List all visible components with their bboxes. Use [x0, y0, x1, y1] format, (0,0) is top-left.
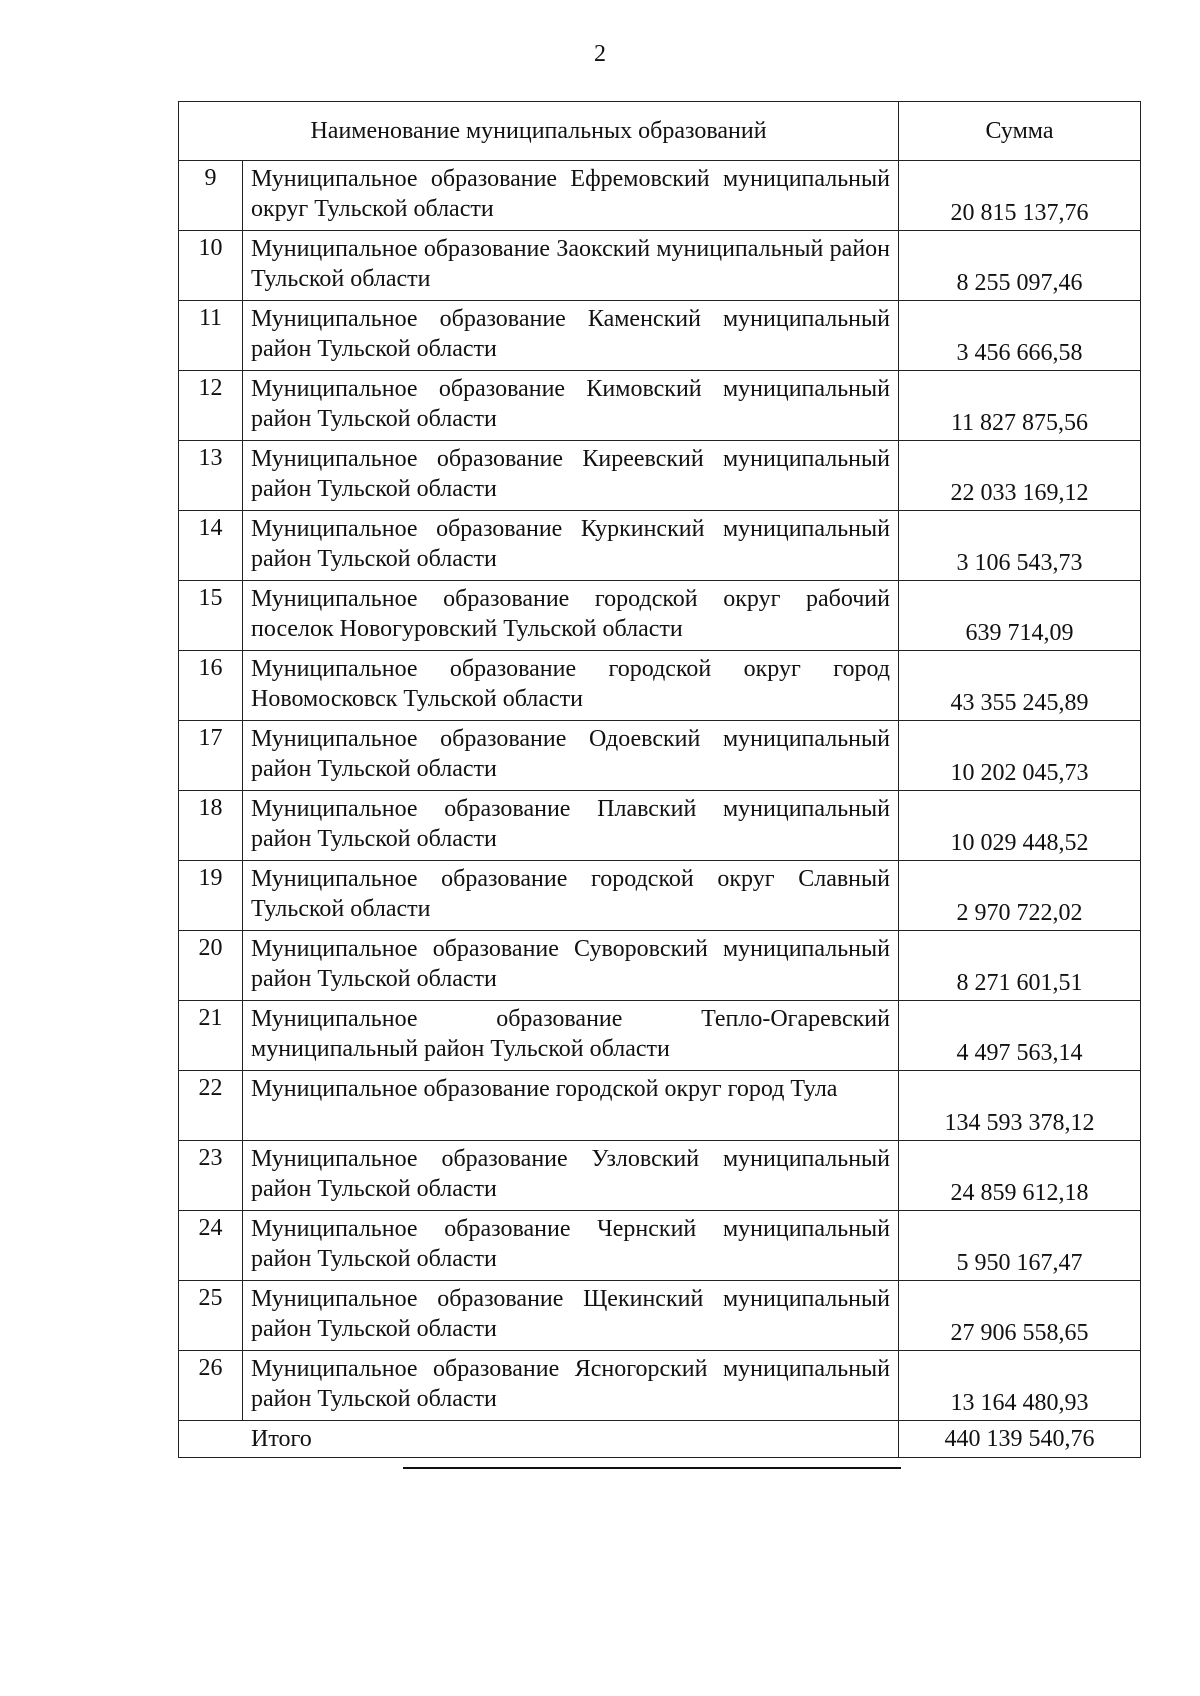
amount: 3 456 666,58: [899, 301, 1141, 371]
row-number: 22: [179, 1071, 243, 1141]
table-row: [179, 1141, 1141, 1211]
table-row: [179, 651, 1141, 721]
table-row: [179, 231, 1141, 301]
header-sum-cell: Сумма: [899, 102, 1141, 161]
municipality-name: Муниципальное образование Ефремовский муниципальный округ Тульской области: [243, 161, 899, 231]
header-name-cell: Наименование муниципальных образований: [179, 102, 899, 161]
amount: 3 106 543,73: [899, 511, 1141, 581]
municipality-name: Муниципальное образование Куркинский муниципальный район Тульской области: [243, 511, 899, 581]
municipality-name: Муниципальное образование Чернский муниципальный район Тульской области: [243, 1211, 899, 1281]
amount: 10 202 045,73: [899, 721, 1141, 791]
table-row: [179, 1281, 1141, 1351]
row-number: 15: [179, 581, 243, 651]
page-number: 2: [594, 41, 606, 67]
municipal-budget-table: [178, 101, 1141, 1458]
table-row: [179, 371, 1141, 441]
municipality-name: Муниципальное образование Каменский муниципальный район Тульской области: [243, 301, 899, 371]
bottom-divider-line: [403, 1467, 901, 1469]
row-number: 20: [179, 931, 243, 1001]
amount: 24 859 612,18: [899, 1141, 1141, 1211]
municipality-name: Муниципальное образование городской округ Славный Тульской области: [243, 861, 899, 931]
table-row: [179, 301, 1141, 371]
table-row: [179, 931, 1141, 1001]
municipality-name: Муниципальное образование Узловский муниципальный район Тульской области: [243, 1141, 899, 1211]
table-row: [179, 161, 1141, 231]
row-number: 24: [179, 1211, 243, 1281]
municipality-name: Муниципальное образование Заокский муниципальный район Тульской области: [243, 231, 899, 301]
row-number: 9: [179, 161, 243, 231]
table-row: [179, 791, 1141, 861]
row-number: 10: [179, 231, 243, 301]
table-row: [179, 1071, 1141, 1141]
total-label: Итого: [179, 1421, 899, 1458]
table-header-row: [179, 102, 1141, 161]
municipality-name: Муниципальное образование городской округ город Новомосковск Тульской области: [243, 651, 899, 721]
amount: 8 255 097,46: [899, 231, 1141, 301]
amount: 5 950 167,47: [899, 1211, 1141, 1281]
municipality-name: Муниципальное образование городской округ рабочий поселок Новогуровский Тульской области: [243, 581, 899, 651]
amount: 2 970 722,02: [899, 861, 1141, 931]
amount: 27 906 558,65: [899, 1281, 1141, 1351]
municipality-name: Муниципальное образование Ясногорский муниципальный район Тульской области: [243, 1351, 899, 1421]
row-number: 11: [179, 301, 243, 371]
municipality-name: Муниципальное образование Одоевский муниципальный район Тульской области: [243, 721, 899, 791]
table-row: [179, 861, 1141, 931]
row-number: 19: [179, 861, 243, 931]
row-number: 26: [179, 1351, 243, 1421]
municipality-name: Муниципальное образование Плавский муниципальный район Тульской области: [243, 791, 899, 861]
amount: 10 029 448,52: [899, 791, 1141, 861]
municipality-name: Муниципальное образование Киреевский муниципальный район Тульской области: [243, 441, 899, 511]
table-row: [179, 721, 1141, 791]
municipality-name: Муниципальное образование городской округ город Тула: [243, 1071, 899, 1141]
total-sum: 440 139 540,76: [899, 1421, 1141, 1458]
table-row: [179, 511, 1141, 581]
amount: 13 164 480,93: [899, 1351, 1141, 1421]
row-number: 16: [179, 651, 243, 721]
row-number: 25: [179, 1281, 243, 1351]
amount: 8 271 601,51: [899, 931, 1141, 1001]
table-row: [179, 1211, 1141, 1281]
row-number: 14: [179, 511, 243, 581]
table-row: [179, 1351, 1141, 1421]
row-number: 13: [179, 441, 243, 511]
municipality-name: Муниципальное образование Щекинский муниципальный район Тульской области: [243, 1281, 899, 1351]
amount: 43 355 245,89: [899, 651, 1141, 721]
total-row: [179, 1421, 1141, 1458]
row-number: 23: [179, 1141, 243, 1211]
municipality-name: Муниципальное образование Тепло-Огаревский муниципальный район Тульской области: [243, 1001, 899, 1071]
municipality-name: Муниципальное образование Кимовский муниципальный район Тульской области: [243, 371, 899, 441]
amount: 11 827 875,56: [899, 371, 1141, 441]
table-row: [179, 1001, 1141, 1071]
table-row: [179, 441, 1141, 511]
row-number: 18: [179, 791, 243, 861]
municipality-name: Муниципальное образование Суворовский муниципальный район Тульской области: [243, 931, 899, 1001]
amount: 134 593 378,12: [899, 1071, 1141, 1141]
row-number: 21: [179, 1001, 243, 1071]
amount: 20 815 137,76: [899, 161, 1141, 231]
amount: 22 033 169,12: [899, 441, 1141, 511]
row-number: 12: [179, 371, 243, 441]
row-number: 17: [179, 721, 243, 791]
table-row: [179, 581, 1141, 651]
amount: 639 714,09: [899, 581, 1141, 651]
amount: 4 497 563,14: [899, 1001, 1141, 1071]
